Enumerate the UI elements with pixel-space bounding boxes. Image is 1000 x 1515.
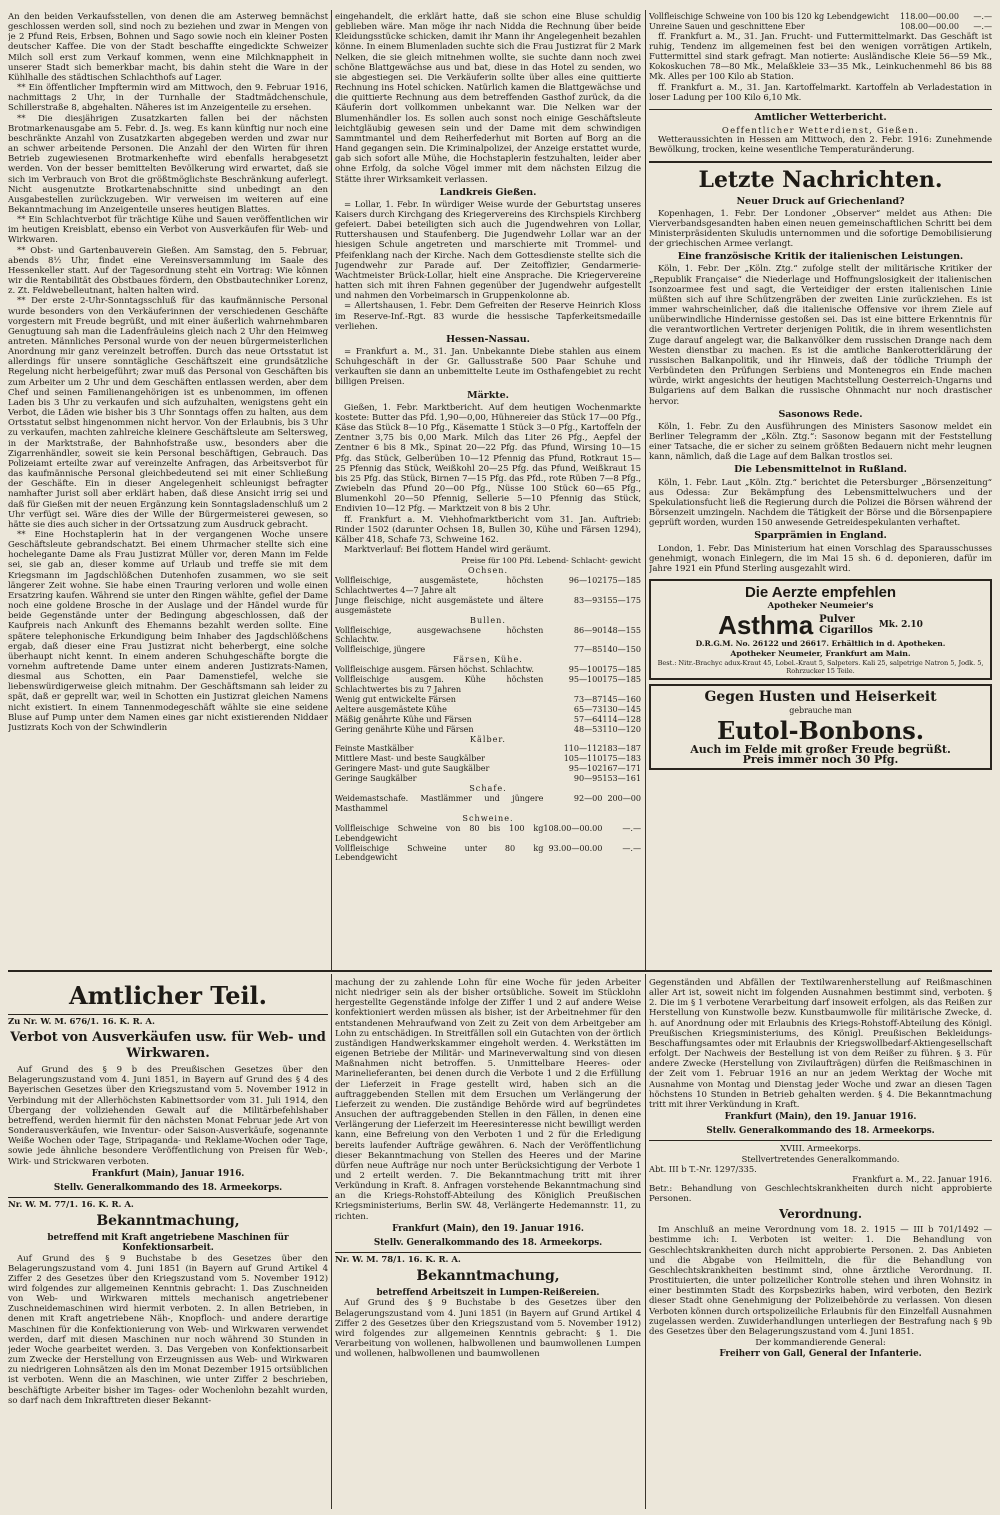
price-category: Bullen. bbox=[470, 614, 506, 625]
article-paragraph: ff. Frankfurt a. M., 31. Jan. Frucht- und Futtermittelmarkt. Das Geschäft ist ruhig, Tendenz im allgemeinen fest bei den wenigen vorrätigen Artikeln, Futtermittel sind stark gefragt. Man notierte: Ausländische Kleie 56—59 Mk., Kokoskuchen 78—80 Mk., Melaßkleie 33—35 Mk., Leinkuchenmehl 86 bis 88 Mk. Alles per 100 Kilo ab Station. bbox=[649, 31, 992, 83]
price-value: 130—145 bbox=[602, 703, 641, 714]
decree-reference: Zu Nr. W. M. 676/1. 16. K. R. A. bbox=[8, 1017, 155, 1027]
official-section-column-3 bbox=[649, 978, 992, 1508]
price-label: Vollfleischige Schweine von 80 bis 100 kg Lebendgewicht bbox=[335, 822, 544, 843]
price-value: 93.00—00.00 bbox=[548, 842, 603, 853]
price-label: Geringe Saugkälber bbox=[335, 773, 417, 784]
news-text: London, 1. Febr. Das Ministerium hat einen Vorschlag des Sparausschusses genehmigt, wonach Einlegern, die im Mai 15 sh. 6 d. deponieren, dafür im Jahre 1921 ein Pfund Sterling ausgezahlt wird. bbox=[649, 543, 992, 574]
price-value: 90—95 bbox=[573, 773, 603, 784]
decree-title: Bekanntmachung, bbox=[416, 1268, 560, 1285]
ad-ingredients: Best.: Nitr.-Brachyc adux-Kraut 45, Lobel.-Kraut 5, Salpeters. Kali 25, salpetrige Natron 5, Jodk. 5, Rohrzucker 15 Teile. bbox=[657, 659, 984, 676]
decree-date: Frankfurt a. M., 22. Januar 1916. bbox=[852, 1173, 992, 1184]
article-paragraph: ff. Frankfurt a. M. Viehhofmarktbericht vom 31. Jan. Auftrieb: Rinder 1502 (darunter Ochsen 18, Bullen 30, Kühe und Färsen 1294), Kälber 418, Schafe 73, Schweine 162. bbox=[335, 514, 641, 545]
article-paragraph: ** Ein öffentlicher Impftermin wird am Mittwoch, den 9. Februar 1916, nachmittags 2 Uhr, in der Turnhalle der Stadtmädchenschule, Schillerstraße 8, abgehalten. Näheres ist im Anzeigenteile zu ersehen. bbox=[8, 83, 328, 114]
price-value: 175—185 bbox=[602, 664, 641, 675]
price-value: 77—85 bbox=[573, 644, 603, 655]
price-label: Mittlere Mast- und beste Saugkälber bbox=[335, 753, 485, 764]
price-row bbox=[335, 626, 641, 646]
price-row bbox=[335, 794, 641, 814]
official-section-title: Amtlicher Teil. bbox=[69, 981, 267, 1010]
price-label: Unreine Sauen und geschnittene Eber bbox=[649, 20, 805, 31]
price-value: 114—128 bbox=[602, 713, 641, 724]
weather-text: Wetteraussichten in Hessen am Mittwoch, den 2. Febr. 1916: Zunehmende Bewölkung, trocken, keine wesentliche Temperaturänderung. bbox=[649, 135, 992, 156]
latest-news-title: Letzte Nachrichten. bbox=[698, 166, 943, 193]
cattle-price-table bbox=[335, 566, 641, 863]
decree-signature: Stellv. Generalkommando des 18. Armeekorps. bbox=[53, 1182, 283, 1193]
price-row bbox=[335, 824, 641, 844]
eutol-advertisement bbox=[649, 684, 992, 769]
ad-registration: D.R.G.M. No. 26122 und 26617. Erhältlich in d. Apotheken. bbox=[695, 639, 946, 649]
article-paragraph: eingehandelt, die erklärt hatte, daß sie schon eine Bluse schuldig geblieben wäre. Man möge ihr nach Nidda die Rechnung über beide Kleidungsstücke schicken, damit ihr Mann ihr Angelegenheit bezahlen könne. In einem Blumenladen suchte sich die Frau Justizrat für 2 Mark Nelken, die sie gleich mitnehmen wollte, sie suchte dann noch zwei schöne Blattgewächse aus und bat, diese in das Hotel zu senden, wo sie abgestiegen sei. Die Verkäuferin sollte über alles eine quittierte Rechnung ins Hotel schicken. Natürlich kamen die Blattgewächse und die quittierte Rechnung aus dem betreffenden Gasthof zurück, da die Käuferin dort vollkommen unbekannt war. Die Nelken war der Blumenhändler los. Es sollen auch sonst noch einige Geschäftsleute leichtgläubig gewesen sein und der Dame mit dem schwindigen Sammtmantel und dem Reiherfederhut mit Borten auf Borg an die Hand gegangen sein. Die Kriminalpolizei, der Anzeige erstattet wurde, gab sich sofort alle Mühe, die Hochstaplerin festzuhalten, leider aber ohne Erfolg, da solche Vögel immer mit dem nächsten Eilzug die Stätte ihrer Wirksamkeit verlassen. bbox=[335, 12, 641, 185]
article-paragraph: ** Obst- und Gartenbauverein Gießen. Am Samstag, den 5. Februar, abends 8½ Uhr, findet eine Vereinsversammlung im Saale des Hessenkeller statt. Auf der Tagesordnung steht ein Vortrag: Wie können wir die Rentabilität des Obstbaues fördern, den Obstbautechniker Lorenz, z. Zt. Feldwebelleutnant, halten halten wird. bbox=[8, 245, 328, 297]
decree-signature: Freiherr von Gall, General der Infanterie. bbox=[719, 1349, 922, 1360]
article-paragraph: = Allertshausen, 1. Febr. Dem Gefreiten der Reserve Heinrich Kloss im Reserve-Inf.-Rgt. 83 wurde die hessische Tapferkeitsmedaille verliehen. bbox=[335, 301, 641, 332]
official-section-column-1 bbox=[8, 978, 328, 1508]
decree-title: Bekanntmachung, bbox=[96, 1213, 240, 1230]
decree-signature: Der kommandierende General: bbox=[755, 1337, 886, 1347]
ad-address: Apotheker Neumeier, Frankfurt am Main. bbox=[730, 649, 911, 659]
decree-text: machung der zu zahlende Lohn für eine Woche für jeden Arbeiter nicht niedriger sein als der bisher ortsübliche. Soweit im Stücklohn hergestellte Gegenstände infolge der Ziffer 1 und 2 auf andere Weise konfektioniert werden müssen als bisher, ist der Arbeitnehmer für den entstandenen Mehraufwand von Zeit zu Zeit von dem Arbeitgeber am Lohn zu entschädigen. In Streitfällen soll ein Gutachten von der örtlich zuständigen Handwerkskammer eingeholt werden. 4. Werkstätten im eigenen Betriebe der Militär- und Marineverwaltung sind von diesen Maßnahmen nicht betroffen. 5. Unmittelbare Heeres- oder Marinelieferanten, bei denen durch die Verbote 1 und 2 die Erfüllung der Lieferzeit in Frage gestellt wird, haben sich an die auftraggebenden Stellen mit dem Ersuchen um Verlängerung der Lieferzeit zu wenden. Die zuständige Behörde wird auf begründetes Ansuchen der auftraggebenden Stellen in den Fällen, in denen eine Verlängerung der Lieferzeit im Heeresinteresse nicht bewilligt werden kann, eine Befreiung von den Verboten 1 und 2 für die Erledigung bereits laufender Aufträge gewähren. 6. Nach der Veröffentlichung dieser Bekanntmachung von Stellen des Heeres und der Marine dürfen neue Aufträge nur noch unter Berücksichtigung der Verbote 1 und 2 erteilt werden. 7. Die Bekanntmachung tritt mit ihrer Verkündung in Kraft. 8. Anfragen vorstehende Bekanntmachung sind an die Kriegs-Rohstoff-Abteilung des Königlich Preußischen Kriegsministeriums, Berlin SW. 48, Verlängerte Hedemannstr. 11, zu richten. bbox=[335, 978, 641, 1222]
price-value: 95—100 bbox=[568, 674, 603, 685]
price-value: 108.00—00.00 bbox=[543, 822, 603, 833]
price-value: 200—00 bbox=[607, 792, 641, 803]
price-value: 155—175 bbox=[602, 594, 641, 605]
local-news-column bbox=[8, 12, 328, 967]
decree-date: Frankfurt (Main), den 19. Januar 1916. bbox=[724, 1112, 917, 1123]
ad-price: Mk. 2.10 bbox=[878, 620, 923, 631]
price-value: 175—185 bbox=[602, 575, 641, 586]
decree-date: Frankfurt (Main), Januar 1916. bbox=[91, 1168, 245, 1179]
decree-text: Auf Grund des § 9 Buchstabe b des Gesetzes über den Belagerungszustand vom 4. Juni 1851 (in Bayern auf Grund Artikel 4 Ziffer 2 des Gesetzes über den Kriegszustand vom 5. November 1912) wird folgendes zur allgemeinen Kenntnis gebracht: 1. Das Zuschneiden von Web- und Wirkwaren mittels mechanisch angetriebener Zuschneidemaschinen wird hiermit verboten. 2. In allen Betrieben, in denen mit Kraft angetriebene Näh-, Knopfloch- und andere derartige Maschinen für die Konfektionierung von Web- und Wirkwaren verwendet werden, darf mit diesen Maschinen nur noch während 30 Stunden in jeder Woche gearbeitet werden. 3. Das Vergeben von Konfektionsarbeit zum Zwecke der Herstellung von Erzeugnissen aus Web- und Wirkwaren zu niedrigeren Lohnsätzen als den im Monat Dezember 1915 ortsüblichen ist verboten. Wenn die an Maschinen, wie unter Ziffer 2 beschrieben, beschäftigte Arbeiter bisher im Tages- oder Wochenlohn bezahlt wurden, so darf nach dem Inkrafttreten dieser Bekannt- bbox=[8, 1253, 328, 1406]
ad-subline: gebrauche man bbox=[789, 706, 852, 716]
price-label: Gering genährte Kühe und Färsen bbox=[335, 723, 474, 734]
column-rule bbox=[331, 974, 332, 1509]
price-value: —.— bbox=[622, 822, 641, 833]
regional-news-column bbox=[335, 12, 641, 967]
article-paragraph: = Frankfurt a. M., 31. Jan. Unbekannte Diebe stahlen aus einem Schuhgeschäft in der Gr. Gallusstraße 500 Paar Schuhe und verkauften sie dann an unbemittelte Leute im Osthafengebiet zu recht billigen Preisen. bbox=[335, 347, 641, 388]
price-row bbox=[649, 22, 992, 32]
news-heading: Neuer Druck auf Griechenland? bbox=[736, 195, 905, 207]
article-paragraph: ff. Frankfurt a. M., 31. Jan. Kartoffelmarkt. Kartoffeln ab Verladestation in loser Ladung per 100 Kilo 6,10 Mk. bbox=[649, 82, 992, 103]
price-value: 65—73 bbox=[573, 703, 603, 714]
price-value: 148—155 bbox=[602, 624, 641, 635]
article-paragraph: Gießen, 1. Febr. Marktbericht. Auf dem heutigen Wochenmarkte kostete: Butter das Pfd. 1,90—0,00, Hühnereier das Stück 17—00 Pfg., Käse das Stück 8—10 Pfg., Käsematte 1 Stück 3—0 Pfg., Kartoffeln der Zentner 3,75 bis 0,00 Mark. Milch das Liter 26 Pfg., Aepfel der Zentner 6 bis 8 Mk., Spinat 20—22 Pfg. das Pfund, Wirsing 10—15 Pfg. das Stück, Gelberüben 10—12 Pfennig das Pfund, Rotkraut 15—25 Pfennig das Stück, Weißkohl 20—25 Pfg. das Pfund, Weißkraut 15 bis 25 Pfg. das Stück, Birnen 7—15 Pfg. das Pfd., rote Rüben 7—8 Pfg., Zwiebeln das Pfund 20—00 Pfg., Nüsse 100 Stück 60—65 Pfg., Blumenkohl 20—50 Pfennig, Sellerie 5—10 Pfennig das Stück, Endivien 10—12 Pfg. — Marktzeit von 8 bis 2 Uhr. bbox=[335, 402, 641, 515]
weather-subheading: Oeffentlicher Wetterdienst, Gießen. bbox=[721, 125, 920, 136]
price-value: —.— bbox=[973, 20, 992, 31]
decree-text: Auf Grund des § 9 Buchstabe b des Gesetzes über den Belagerungszustand vom 4. Juni 1851 (in Bayern auf Grund Artikel 4 Ziffer 2 des Gesetzes über den Kriegszustand vom 5. November 1912) wird folgendes zur allgemeinen Kenntnis gebracht: § 1. Die Verarbeitung von wollenen, halbwollenen und baumwollenen Lumpen und wollenen, halbwollenen und baumwollenen bbox=[335, 1298, 641, 1360]
price-value: 92—00 bbox=[573, 792, 603, 803]
news-heading: Eine französische Kritik der italienischen Leistungen. bbox=[677, 251, 964, 263]
article-paragraph: Marktverlauf: Bei flottem Handel wird geräumt. bbox=[344, 544, 551, 555]
price-label: Vollfleischige Schweine unter 80 kg Lebendgewicht bbox=[335, 842, 544, 863]
price-label: Geringere Mast- und gute Saugkälber bbox=[335, 763, 490, 774]
price-value: 140—150 bbox=[602, 644, 641, 655]
news-heading: Die Lebensmittelnot in Rußland. bbox=[734, 464, 907, 476]
article-paragraph: ** Die diesjährigen Zusatzkarten fallen bei der nächsten Brotmarkenausgabe am 5. Febr. d. Js. weg. Es kann künftig nur noch eine beschränkte Anzahl von Zusatzkarten abgegeben werden und zwar nur an schwer arbeitende Personen. Die Anzahl der den Wirten für ihren Betrieb zugewiesenen Brotmarkenhefte wird ebenfalls herabgesetzt werden. Von der besser bemittelten Bevölkerung wird erwartet, daß sie sich im Verbrauch von Brot die größtmöglichste Beschränkung auferlegt. Nicht ausgenutzte Brotkartenabschnitte sind unbedingt an den Ausgabestellen zurückzugeben. Wir verweisen im weiteren auf eine Bekanntmachung im Anzeigenteile unseres heutigen Blattes. bbox=[8, 113, 328, 215]
price-value: 95—102 bbox=[568, 763, 603, 774]
price-value: 110—112 bbox=[563, 743, 603, 754]
decree-reference: Stellvertretendes Generalkommando. bbox=[741, 1153, 900, 1164]
ad-subline: Apotheker Neumeier's bbox=[767, 601, 874, 611]
decree-signature: Stellv. Generalkommando des 18. Armeekorps. bbox=[706, 1126, 935, 1137]
price-value: 175—185 bbox=[602, 674, 641, 685]
price-value: 57—64 bbox=[573, 713, 603, 724]
price-value: —.— bbox=[973, 12, 992, 21]
price-value: 96—102 bbox=[568, 575, 603, 586]
price-category: Schafe. bbox=[469, 783, 507, 794]
ad-headline: Gegen Husten und Heiserkeit bbox=[704, 689, 937, 706]
decree-text: Auf Grund des § 9 b des Preußischen Gesetzes über den Belagerungszustand vom 4. Juni 1851, in Bayern auf Grund des § 4 des Bayerischen Gesetzes über den Kriegszustand vom 5. November 1912 in Verbindung mit der Allerhöchsten Kabinettsorder vom 31. Juli 1914, den Übergang der vollziehenden Gewalt auf die Militärbefehlshaber betreffend, werden hiermit für den nächsten Monat Februar jede Art von Sonderausverkäufen, wie Inventur- oder Saison-Ausverkäufe, sogenannte Weiße Wochen oder Tage, Stripaganda- und Reklame-Wochen oder Tage, sowie jede ähnliche besondere Veröffentlichung von Preisen für Web-, Wirk- und Strickwaren verboten. bbox=[8, 1065, 328, 1167]
price-category: Kälber. bbox=[470, 733, 506, 744]
price-value: 105—110 bbox=[563, 753, 603, 764]
pig-price-table bbox=[649, 12, 992, 32]
price-value: 110—120 bbox=[602, 723, 641, 734]
section-heading: Märkte. bbox=[467, 389, 509, 401]
price-value: 145—160 bbox=[602, 693, 641, 704]
asthma-advertisement bbox=[649, 579, 992, 680]
decree-text: Gegenständen und Abfällen der Textilwarenherstellung auf Reißmaschinen aller Art ist, soweit nicht im folgenden Ausnahmen bestimmt sind, verboten. § 2. Die im § 1 verbotene Verarbeitung darf insoweit erfolgen, als das Reißen zur Herstellung von Kunstwolle bezw. Kunstbaumwolle für militärische Zwecke, d. h. auf Anordnung oder mit Erlaubnis des Kriegs-Rohstoff-Abteilung des Königl. Preußischen Kriegsministeriums, des Königl. Preußischen Bekleidungs-Beschaffungsamtes oder mit Erlaubnis der Kriegswollbedarf-Aktiengesellschaft erfolgt. Der Nachweis der Bestellung ist von dem Reißer zu führen. § 3. Für andere Zwecke (Herstellung von Zivilaufträgen) dürfen die Reißmaschinen in der Zeit vom 1. Februar 1916 an nur an jedem Werktag der Woche mit Ausnahme von Montag und Dienstag jeder Woche und zwar an diesen Tagen höchstens 10 Stunden in Betrieb gehalten werden. § 4. Die Bekanntmachung tritt mit ihrer Verkündung in Kraft. bbox=[649, 978, 992, 1110]
news-heading: Sparprämien in England. bbox=[754, 530, 887, 542]
price-value: 183—187 bbox=[602, 743, 641, 754]
price-value: 48—53 bbox=[573, 723, 603, 734]
price-row bbox=[335, 596, 641, 616]
latest-news-column bbox=[649, 12, 992, 967]
price-label: Vollfleischige, ausgewachsene höchsten Schlachtw. bbox=[335, 624, 544, 645]
price-value: 86—90 bbox=[573, 624, 603, 635]
price-value: 83—93 bbox=[573, 594, 603, 605]
section-heading: Hessen-Nassau. bbox=[446, 333, 530, 345]
price-label: Wenig gut entwickelte Färsen bbox=[335, 693, 456, 704]
price-value: 153—161 bbox=[602, 773, 641, 784]
price-label: Junge fleischige, nicht ausgemästete und ältere ausgemästete bbox=[335, 594, 544, 615]
article-paragraph: ** Eine Hochstaplerin hat in der vergangenen Woche unsere Geschäftsleute gebrandschatzt. Bei einem Uhrmacher stellte sich eine hochelegante Dame als Frau Justizrat Müller vor, deren Mann im Felde sei, sie gab an, dieser komme auf Urlaub und treffe sie mit dem Kriegsmann im Jagdschlößchen Dutenhofen zusammen, wo sie seit längerer Zeit wohne. Sie habe einen Trauring verloren und wolle einen Ersatzring kaufen. Während sie unter den Ringen wählte, gefiel der Dame noch eine goldene Brosche in der Auslage und der Händel wurde für beide Gegenstände unter der Bedingung abgeschlossen, daß der Kaufpreis nach Ankunft des Ehemanns bezahlt werden sollte. Eine spätere telephonische Erkundigung beim Inhaber des Jagdschlößchens ergab, daß dieser eine Frau Justizrat nicht beherbergt, eine solche überhaupt nicht kennt. In einem anderen Schuhgeschäfte borgte die vornehm auftretende Dame unter einem anderen Justizrats-Namen, diesmal aus Schotten, ein Paar Damenstiefel, welche sie liebenswürdigerweise gleich mitnahm. Der Geschäftsmann sah leider zu spät, daß er geprellt war, weil in Schotten ein Justizrat gleichen Namens nicht existiert. In einem Tannenmodegeschäft wählte sie eine seidene Bluse auf Pump unter dem Namen eines gar nicht existierenden Niddaer Justizrats Koch von der Schwindlerin bbox=[8, 529, 328, 733]
ad-brand: Asthma bbox=[718, 610, 814, 641]
price-value: —.— bbox=[622, 842, 641, 853]
price-value: 108.00—00.00 bbox=[900, 20, 959, 31]
price-label: Vollfleischige Schweine von 100 bis 120 kg Lebendgewicht bbox=[649, 12, 889, 21]
decree-text: Im Anschluß an meine Verordnung vom 18. 2. 1915 — III b 701/1492 — bestimme ich: I. Verboten ist weiter: 1. Die Behandlung von Geschlechtskrankheiten durch nicht approbierte Personen. 2. Das Anbieten und die Abgabe von Heilmitteln, die für die Behandlung von Geschlechtskrankheiten bestimmt sind, ohne ärztliche Verordnung. II. Prostituierten, die unter polizeilicher Kontrolle stehen und ihren Wohnsitz in einer bestimmten Stadt des Korpsbezirks haben, wird verboten, den Bezirk dieser Stadt ohne Genehmigung der Polizeibehörde zu verlassen. Von diesen Verboten können durch ortspolizeiliche Erlaubnis für den Einzelfall Ausnahmen zugelassen werden. Zuwiderhandlungen unterliegen der Bestrafung nach § 9b des Gesetzes über den Belagerungszustand vom 4. Juni 1851. bbox=[649, 1225, 992, 1337]
price-label: Vollfleischige, jüngere bbox=[335, 644, 426, 655]
ad-price: Preis immer noch 30 Pfg. bbox=[742, 752, 899, 766]
decree-signature: Stellv. Generalkommando des 18. Armeekorps. bbox=[373, 1237, 603, 1248]
news-text: Kopenhagen, 1. Febr. Der Londoner „Observer“ meldet aus Athen: Die Vierverbandsgesandten haben einen neuen gemeinschaftlichen Schritt bei dem Ministerpräsidenten Skuludis unternommen und die sofortige Demobilisierung der griechischen Armee verlangt. bbox=[649, 208, 992, 250]
price-table-header: Preise für 100 Pfd. Lebend- Schlacht- gewicht bbox=[461, 556, 641, 566]
decree-reference: XVIII. Armeekorps. bbox=[780, 1143, 861, 1154]
ad-product: Pulver bbox=[819, 614, 855, 626]
ad-headline: Die Aerzte empfehlen bbox=[745, 584, 896, 601]
news-text: Köln, 1. Febr. Der „Köln. Ztg.“ zufolge stellt der militärische Kritiker der „Republik Française“ die Niederlage und Hoffnungslosigkeit der italienischen Isonzoarmee fest und sagt, die Verteidiger der ersten italienischen Linie müßten sich auf ihre Schützengräben der zweiten Linie zurückziehen. Es ist immer wahrscheinlicher, daß die italienische Offensive vor ihrem Ziele auf unüberwindliche Hindernisse gestoßen sei. Das ist eine bittere Erkenntnis für die verantwortlichen Vertreter derjenigen Politik, die in ihrem wesentlichsten Zuge darauf angelegt war, die Balkanvölker dem russischen Drange nach dem Westen dienstbar zu machen. Es ist die amtliche Bankerotterklärung der russischen Balkanpolitik, und ihr Hinweis, daß der tödliche Triumph der Verbündeten den Prüfungen Serbiens und Montenegros ein Ende machen würde, wirkt angesichts der heutigen Machtstellung Oesterreich-Ungarns und Bulgariens auf dem Balkan die russische Ohnmacht nur noch drastischer hervor. bbox=[649, 264, 992, 407]
official-section-column-2 bbox=[335, 978, 641, 1508]
column-rule bbox=[331, 10, 332, 970]
price-category: Schweine. bbox=[462, 812, 514, 823]
price-category: Färsen, Kühe. bbox=[453, 654, 523, 665]
price-label: Vollfleischige ausgem. Färsen höchst. Schlachtw. bbox=[335, 664, 534, 675]
price-value: 167—171 bbox=[602, 763, 641, 774]
price-label: Vollfleischige ausgem. Kühe höchsten Schlachtwertes bis zu 7 Jahren bbox=[335, 674, 544, 694]
ad-brand: Eutol-Bonbons. bbox=[716, 715, 925, 745]
section-heading: Landkreis Gießen. bbox=[439, 186, 537, 198]
decree-subtitle: betreffend Arbeitszeit in Lumpen-Reißereien. bbox=[376, 1288, 600, 1299]
price-value: 95—100 bbox=[568, 664, 603, 675]
price-value: 118.00—00.00 bbox=[900, 12, 959, 21]
price-row bbox=[335, 844, 641, 864]
decree-title: Verbot von Ausverkäufen usw. für Web- und Wirkwaren. bbox=[10, 1030, 326, 1062]
price-label: Weidemastschafe. Mastlämmer und jüngere Masthammel bbox=[335, 792, 544, 813]
decree-reference: Nr. W. M. 77/1. 16. K. R. A. bbox=[8, 1200, 134, 1211]
ad-product: Cigarillos bbox=[819, 625, 873, 637]
decree-subtitle: betreffend mit Kraft angetriebene Maschinen für Konfektionsarbeit. bbox=[47, 1233, 289, 1254]
decree-reference: Abt. III b T.-Nr. 1297/335. bbox=[649, 1163, 757, 1174]
price-label: Aeltere ausgemästete Kühe bbox=[335, 703, 447, 714]
decree-title: Verordnung. bbox=[778, 1207, 863, 1222]
article-paragraph: ** Ein Schlachtverbot für trächtige Kühe und Sauen veröffentlichen wir im heutigen Kreisblatt, ebenso ein Verbot von Ausverkäufen für Web- und Wirkwaren. bbox=[8, 215, 328, 246]
article-paragraph: An den beiden Verkaufsstellen, von denen die am Asterweg bemnächst geschlossen werden soll, sind noch zu beziehen und zwar in Mengen von je 2 Pfund Reis, Erbsen, Bohnen und Sago sowie noch ein kleiner Posten deutscher Kaffee. Die von der Stadt beschaffte eingedickte Schweizer Milch soll erst zum Verkauf kommen, wenn eine Milchknappheit in unserer Stadt sich bemerkbar macht, bis dahin steht die Ware in der Kühlhalle des städtischen Schlachthofs auf Lager. bbox=[8, 12, 328, 83]
price-value: 175—183 bbox=[602, 753, 641, 764]
price-row bbox=[335, 675, 641, 695]
price-row bbox=[335, 576, 641, 596]
column-rule bbox=[645, 10, 646, 970]
news-text: Köln, 1. Febr. Laut „Köln. Ztg.“ berichtet die Petersburger „Börsenzeitung“ aus Odessa: Zur Bekämpfung des Lebensmittelwuchers und der Spekulationsfucht ließ die Regierung durch die Polizei die Börsen während der Börsenzeit umzingeln. Nachdem die Tätigkeit der Börse und die Börsenpapiere geprüft worden, wurden 150 anwesende Getreidespekulanten verhaftet. bbox=[649, 477, 992, 529]
decree-date: Frankfurt (Main), den 19. Januar 1916. bbox=[392, 1223, 584, 1234]
weather-heading: Amtlicher Wetterbericht. bbox=[754, 111, 887, 123]
price-label: Feinste Mastkälber bbox=[335, 743, 414, 754]
article-paragraph: ** Der erste 2-Uhr-Sonntagsschluß für das kaufmännische Personal wurde besonders von den Verkäuferinnen der verschiedenen Geschäfte vorgestern mit Freude begrüßt, und mit einer äußerlich wahrnehmbaren Genugtuung sah man die Ladenfräuleins gleich nach 2 Uhr den Heimweg antreten. Männliches Personal wurde von der neuen bürgermeisterlichen Anordnung mir ganz vereinzelt betroffen. Durch das neue Ortsstatut ist allerdings für unsere sonntägliche Geschäftszeit eine grundsätzliche Regelung nicht herbeigeführt; zwar muß das Personal von Geschäften bis zum Arbeiter um 2 Uhr und dem Geschäften entlassen werden, aber dem Chef und seinen Familienangehörigen ist es unbenommen, im offenen Laden bis 3 Uhr zu verkaufen und sich aufzuhalten, wenigstens geht ein Verbot, die Läden wie bisher bis 3 Uhr Sonntags offen zu halten, aus dem Ortsstatut selbst hingenommen nicht hervor. Von der Erlaubnis, bis 3 Uhr zu verkaufen, machten zahlreiche kleinere Geschäftsleute am Seltersweg, in der Marktstraße, der Bahnhofstraße usw., besonders aber die Zigarrenhändler, soweit sie kein Personal beschäftigen, Gebrauch. Das Polizeiamt erteilte zwar auf vereinzelte Anfragen, das Arbeitsverbot für das kaufmännische Personal gleichbedeutend sei mit einer Schließung der Geschäfte. Ein in dieser Angelegenheit schleunigst befragter namhafter Jurist soll aber erklärt haben, daß diese Ansicht irrig sei und daß für Gießen mit der neuen Ergänzung kein Sonntagsladenschluß um 2 Uhr verfügt sei. Wäre dies der Wille der Bürgermeisterei gewesen, so hätte sie dies auch sicher in der Ortssatzung zum Ausdruck gebracht. bbox=[8, 296, 328, 530]
ad-slogan: Auch im Felde mit großer Freude begrüßt. bbox=[690, 742, 951, 756]
decree-reference: Nr. W. M. 78/1. 16. K. R. A. bbox=[335, 1255, 461, 1266]
news-text: Köln, 1. Febr. Zu den Ausführungen des Ministers Sasonow meldet ein Berliner Telegramm der „Köln. Ztg.“: Sasonow begann mit der Feststellung einer Tatsache, die er sicher zu seinem größten Bedauern nicht mehr leugnen kann, nämlich, daß die Lage auf dem Balkan trostlos sei. bbox=[649, 421, 992, 463]
decree-subject: Betr.: Behandlung von Geschlechtskrankheiten durch nicht approbierte Personen. bbox=[649, 1183, 992, 1205]
column-rule bbox=[645, 974, 646, 1509]
price-label: Vollfleischige, ausgemästete, höchsten Schlachtwertes 4—7 Jahre alt bbox=[335, 575, 544, 595]
section-rule bbox=[8, 970, 992, 972]
article-paragraph: = Lollar, 1. Febr. In würdiger Weise wurde der Geburtstag unseres Kaisers durch Kirchgang des Kriegervereins des Kirchspiels Kirchberg gefeiert. Dabei beteiligten sich auch die Jugendwehren von Lollar, Ruttershausen und Staufenberg. Die Jugendwehr Lollar war an der hiesigen Schule angetreten und marschierte mit Trommel- und Pfeifenklang nach der Kirche. Nach dem Gottesdienste stellte sich die Jugendwehr zur Parade auf. Der Zeitoffizier, Gendarmerie-Wachtmeister Brück-Lollar, hielt eine Ansprache. Die Kriegervereine hatten sich mit ihren Fahnen gegenüber der Jugendwehr aufgestellt und nahmen den Vorbeimarsch in Gruppenkolonne ab. bbox=[335, 199, 641, 302]
price-category: Ochsen. bbox=[467, 565, 509, 576]
news-heading: Sasonows Rede. bbox=[778, 408, 863, 420]
price-label: Mäßig genährte Kühe und Färsen bbox=[335, 713, 472, 724]
price-value: 73—87 bbox=[573, 693, 603, 704]
